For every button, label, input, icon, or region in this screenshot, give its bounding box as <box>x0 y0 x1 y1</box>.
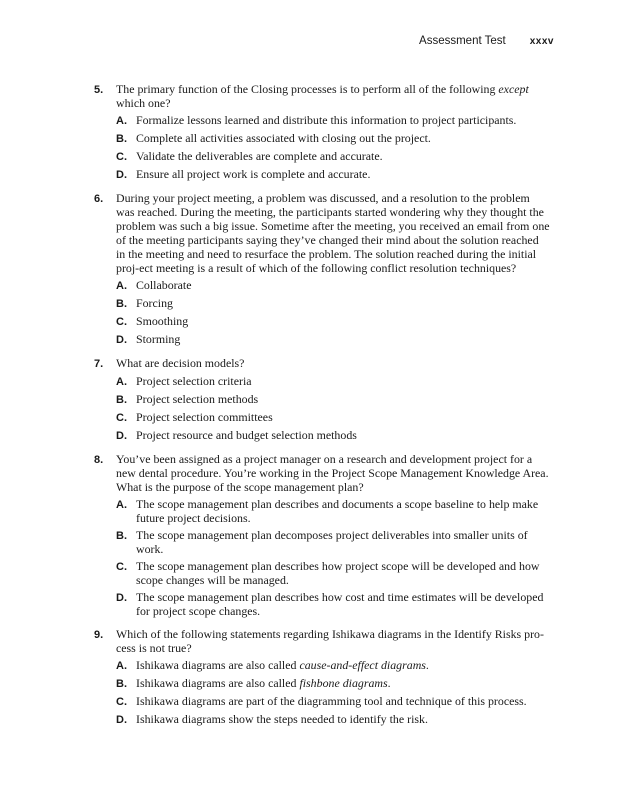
answer-option-a <box>116 374 550 389</box>
question-text: Which of the following statements regarding Ishikawa diagrams in the Identify Risks pro-cess is not true? <box>116 627 544 655</box>
answer-options <box>116 113 550 182</box>
answer-option-d <box>116 590 550 618</box>
option-letter: B. <box>116 394 127 406</box>
question-list <box>94 82 550 736</box>
option-text: The scope management plan describes how cost and time estimates will be developed for project scope changes. <box>136 590 544 618</box>
option-letter: B. <box>116 678 127 690</box>
option-text: Storming <box>136 332 181 346</box>
option-text: Collaborate <box>136 278 192 292</box>
option-letter: C. <box>116 696 127 708</box>
question-6 <box>94 191 550 347</box>
answer-option-a <box>116 497 550 525</box>
option-letter: A. <box>116 660 127 672</box>
answer-option-c <box>116 314 550 329</box>
question-5 <box>94 82 550 182</box>
option-letter: A. <box>116 376 127 388</box>
option-letter: B. <box>116 298 127 310</box>
option-letter: C. <box>116 316 127 328</box>
answer-options <box>116 278 550 347</box>
answer-option-b <box>116 296 550 311</box>
question-text: What are decision models? <box>116 356 245 370</box>
option-text: Validate the deliverables are complete and accurate. <box>136 149 383 163</box>
question-8 <box>94 452 550 618</box>
option-letter: A. <box>116 280 127 292</box>
option-letter: C. <box>116 561 127 573</box>
running-head-title: Assessment Test <box>419 35 506 47</box>
option-text: Ishikawa diagrams show the steps needed to identify the risk. <box>136 712 428 726</box>
answer-options <box>116 497 550 618</box>
option-text: Ishikawa diagrams are also called fishbone diagrams. <box>136 676 391 690</box>
answer-option-a <box>116 658 550 673</box>
question-9 <box>94 627 550 727</box>
option-text: Formalize lessons learned and distribute this information to project participants. <box>136 113 517 127</box>
option-letter: C. <box>116 412 127 424</box>
option-letter: B. <box>116 133 127 145</box>
option-letter: D. <box>116 592 127 604</box>
answer-option-a <box>116 278 550 293</box>
answer-option-b <box>116 676 550 691</box>
option-text: Project selection criteria <box>136 374 252 388</box>
option-letter: D. <box>116 714 127 726</box>
question-number: 7. <box>94 358 104 370</box>
option-text: The scope management plan describes and documents a scope baseline to help make future project decisions. <box>136 497 539 525</box>
option-text: Forcing <box>136 296 173 310</box>
option-text: Ishikawa diagrams are part of the diagramming tool and technique of this process. <box>136 694 527 708</box>
answer-option-b <box>116 528 550 556</box>
answer-option-d <box>116 167 550 182</box>
answer-option-d <box>116 428 550 443</box>
option-text: The scope management plan decomposes project deliverables into smaller units of work. <box>136 528 528 556</box>
answer-option-c <box>116 694 550 709</box>
answer-option-b <box>116 392 550 407</box>
answer-options <box>116 658 550 727</box>
question-number: 8. <box>94 454 104 466</box>
option-text: Ishikawa diagrams are also called cause-and-effect diagrams. <box>136 658 429 672</box>
option-letter: A. <box>116 115 127 127</box>
option-letter: C. <box>116 151 127 163</box>
answer-options <box>116 374 550 443</box>
option-letter: D. <box>116 430 127 442</box>
answer-option-d <box>116 712 550 727</box>
option-text: Project resource and budget selection methods <box>136 428 357 442</box>
page-header <box>419 35 554 47</box>
question-number: 5. <box>94 84 104 96</box>
question-number: 6. <box>94 193 104 205</box>
answer-option-b <box>116 131 550 146</box>
question-text: You’ve been assigned as a project manager on a research and development project for a new dental procedure. You’re working in the Project Scope Management Knowledge Area. What is the purpose of the scope management plan? <box>116 452 549 494</box>
option-letter: A. <box>116 499 127 511</box>
answer-option-c <box>116 149 550 164</box>
option-letter: D. <box>116 169 127 181</box>
question-number: 9. <box>94 629 104 641</box>
option-text: Smoothing <box>136 314 189 328</box>
question-7 <box>94 356 550 443</box>
answer-option-d <box>116 332 550 347</box>
option-text: Project selection methods <box>136 392 259 406</box>
answer-option-c <box>116 559 550 587</box>
question-text: During your project meeting, a problem was discussed, and a resolution to the problem was reached. During the meeting, the participants started wondering why they thought the problem was such a big issue. Sometime after the meeting, you received an email from one of the meeting participants saying they’ve changed their mind about the solution reached in the meeting and need to resurface the problem. The solution reached during the initial proj-ect meeting is a result of which of the following conflict resolution techniques? <box>116 191 550 275</box>
page-number: xxxv <box>529 36 554 47</box>
option-letter: B. <box>116 530 127 542</box>
option-text: The scope management plan describes how project scope will be developed and how scope changes will be managed. <box>136 559 540 587</box>
question-text: The primary function of the Closing processes is to perform all of the following except which one? <box>116 82 529 110</box>
answer-option-c <box>116 410 550 425</box>
option-text: Project selection committees <box>136 410 273 424</box>
answer-option-a <box>116 113 550 128</box>
option-text: Ensure all project work is complete and accurate. <box>136 167 371 181</box>
option-text: Complete all activities associated with closing out the project. <box>136 131 431 145</box>
option-letter: D. <box>116 334 127 346</box>
